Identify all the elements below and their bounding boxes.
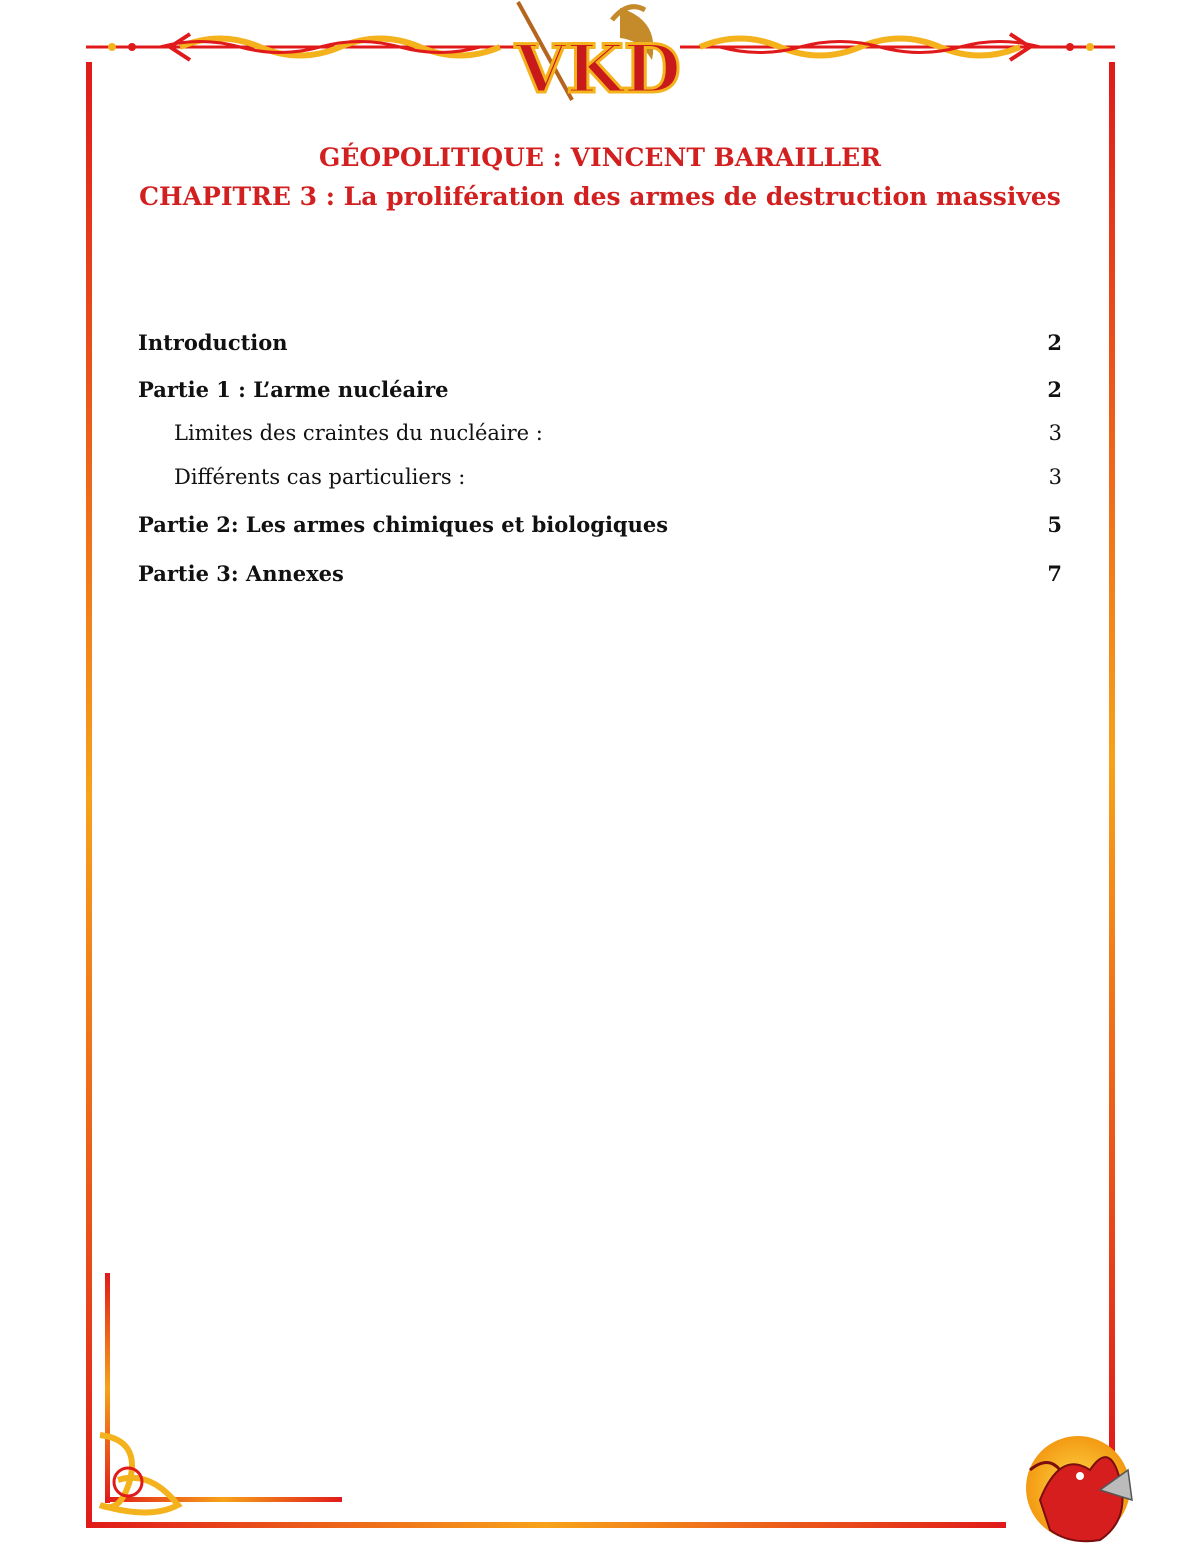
toc-entry-page: 2: [1047, 330, 1062, 355]
document-title: GÉOPOLITIQUE : VINCENT BARAILLER: [318, 143, 882, 172]
chapter-title: CHAPITRE 3 : La prolifération des armes de destruction massives: [139, 182, 1061, 211]
toc-entry-label: Introduction: [138, 330, 288, 355]
vkd-logo-icon: [514, 2, 681, 108]
table-of-contents: [138, 326, 1062, 591]
left-border: [86, 62, 92, 1528]
toc-entry-label: Partie 1 : L’arme nucléaire: [138, 377, 449, 402]
arrow-ornament-icon: [86, 34, 520, 60]
toc-entry-page: 2: [1047, 377, 1062, 402]
toc-entry-page: 7: [1047, 561, 1062, 586]
toc-entry[interactable]: [138, 326, 1062, 360]
inner-corner-horizontal: [105, 1497, 342, 1502]
toc-entry-page: 3: [1048, 465, 1062, 489]
toc-entry[interactable]: [138, 373, 1062, 407]
toc-subentry[interactable]: [138, 418, 1062, 449]
dragon-mascot-icon: [1026, 1436, 1132, 1541]
arrow-ornament-icon: [680, 34, 1115, 60]
svg-text:VKD: VKD: [515, 30, 681, 108]
toc-entry-label: Différents cas particuliers :: [174, 465, 466, 489]
toc-entry[interactable]: [138, 557, 1062, 591]
inner-corner-vertical: [105, 1273, 110, 1503]
right-border: [1109, 62, 1115, 1462]
toc-entry-label: Limites des craintes du nucléaire :: [174, 421, 543, 445]
toc-entry-page: 3: [1048, 421, 1062, 445]
toc-entry[interactable]: [138, 508, 1062, 542]
bottom-border: [86, 1522, 1006, 1528]
toc-entry-label: Partie 2: Les armes chimiques et biologiques: [138, 512, 669, 537]
document-header: [0, 138, 1200, 216]
toc-entry-label: Partie 3: Annexes: [138, 561, 344, 586]
toc-subentry[interactable]: [138, 462, 1062, 493]
toc-entry-page: 5: [1047, 512, 1062, 537]
